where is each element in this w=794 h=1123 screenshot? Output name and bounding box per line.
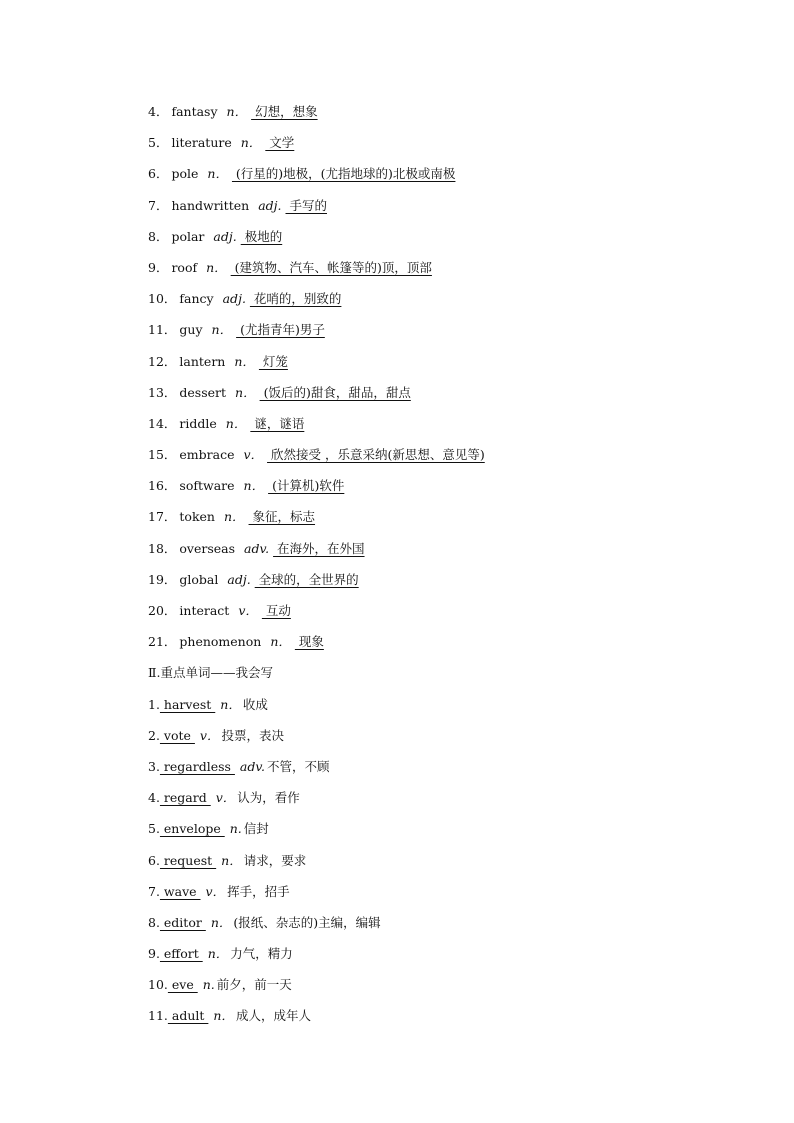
answer-text: 谜，谜语 — [250, 415, 305, 431]
vocab-word: token — [179, 509, 215, 525]
vocab-row — [148, 538, 708, 569]
write-row — [148, 850, 708, 881]
part-of-speech: adj. — [227, 571, 251, 587]
answer-text: 幻想，想象 — [251, 104, 318, 119]
vocab-row — [148, 631, 708, 662]
vocab-row — [148, 163, 708, 194]
vocab-row — [148, 101, 708, 132]
item-number: 8． — [148, 228, 169, 244]
answer-text: (建筑物、汽车、帐篷等的)顶，顶部 — [230, 259, 432, 275]
answer-text: (计算机)软件 — [268, 478, 345, 494]
item-number: 6． — [148, 166, 169, 182]
part-of-speech: n． — [240, 135, 262, 151]
item-number: 18． — [148, 540, 177, 556]
vocab-word: pole — [171, 166, 199, 182]
item-number: 5． — [148, 135, 169, 151]
vocab-word: dessert — [179, 384, 227, 400]
answer-text: (尤指青年)男子 — [236, 322, 325, 338]
vocab-word: interact — [179, 603, 230, 618]
answer-word: editor — [159, 914, 206, 930]
item-number: 16． — [148, 478, 177, 494]
item-number: 10. — [148, 977, 168, 993]
item-number: 3. — [148, 758, 160, 774]
answer-text: (饭后的)甜食，甜品，甜点 — [259, 384, 411, 400]
meaning-text: 信封 — [243, 821, 269, 837]
part-of-speech: n． — [234, 353, 255, 369]
vocab-row — [148, 351, 708, 382]
part-of-speech: adj. — [213, 228, 237, 244]
part-of-speech: v． — [215, 790, 236, 806]
item-number: 2. — [148, 727, 160, 743]
meaning-text: 挥手，招手 — [227, 883, 290, 899]
write-row — [148, 756, 708, 787]
part-of-speech: n． — [270, 634, 291, 650]
item-number: 15． — [148, 447, 177, 463]
answer-word: harvest — [159, 696, 216, 712]
meaning-text: 力气，精力 — [230, 946, 293, 962]
vocab-row — [148, 257, 708, 288]
part-of-speech: n. — [229, 821, 242, 837]
vocab-word: fantasy — [171, 104, 218, 119]
part-of-speech: n． — [207, 946, 229, 962]
part-of-speech: adv. — [239, 758, 265, 774]
item-number: 11． — [148, 322, 177, 338]
vocab-row — [148, 195, 708, 226]
item-number: 19． — [148, 571, 177, 587]
write-row — [148, 881, 708, 912]
answer-word: vote — [159, 727, 195, 743]
vocab-word: global — [179, 571, 219, 587]
part-of-speech: n． — [220, 696, 241, 712]
meaning-text: 认为，看作 — [237, 790, 300, 806]
answer-word: eve — [167, 977, 198, 993]
item-number: 13． — [148, 384, 177, 400]
vocab-row — [148, 475, 708, 506]
write-row — [148, 1005, 708, 1036]
item-number: 20． — [148, 603, 177, 618]
vocab-word: handwritten — [171, 197, 250, 213]
answer-text: 在海外，在外国 — [273, 540, 365, 556]
answer-text: 花哨的，别致的 — [249, 291, 342, 307]
part-of-speech: v． — [238, 603, 258, 618]
item-number: 17． — [148, 509, 177, 525]
part-of-speech: adj. — [258, 197, 282, 213]
part-of-speech: n． — [211, 322, 233, 338]
worksheet — [148, 101, 708, 1037]
item-number: 8. — [148, 914, 160, 930]
vocab-row — [148, 319, 708, 350]
part-of-speech: v． — [205, 883, 226, 899]
part-of-speech: n． — [210, 914, 232, 930]
answer-word: adult — [167, 1008, 209, 1024]
answer-text: 互动 — [261, 603, 291, 618]
part-of-speech: n． — [225, 415, 247, 431]
item-number: 9． — [148, 259, 169, 275]
part-of-speech: adj. — [222, 291, 246, 307]
vocab-word: lantern — [179, 353, 226, 369]
vocab-row — [148, 226, 708, 257]
meaning-text: 投票，表决 — [221, 727, 284, 743]
vocab-row — [148, 600, 708, 631]
section-title: Ⅱ.重点单词——我会写 — [148, 665, 273, 681]
item-number: 4. — [148, 790, 160, 806]
answer-word: request — [159, 852, 217, 868]
part-of-speech: v． — [243, 447, 264, 463]
part-of-speech: n． — [235, 384, 256, 400]
part-of-speech: n． — [226, 104, 248, 119]
vocab-row — [148, 382, 708, 413]
answer-text: 灯笼 — [258, 353, 288, 369]
vocab-word: guy — [179, 322, 203, 338]
answer-text: 全球的，全世界的 — [254, 571, 359, 587]
vocab-row — [148, 132, 708, 163]
item-number: 11. — [148, 1008, 168, 1024]
answer-word: effort — [159, 946, 203, 962]
part-of-speech: n． — [206, 259, 227, 275]
answer-text: 现象 — [294, 634, 324, 650]
vocab-word: polar — [171, 228, 205, 244]
part-of-speech: v． — [199, 727, 220, 743]
answer-text: (行星的)地极，(尤指地球的)北极或南极 — [231, 166, 456, 182]
answer-word: envelope — [159, 821, 225, 837]
answer-word: regardless — [159, 758, 235, 774]
item-number: 7. — [148, 883, 160, 899]
vocab-word: software — [179, 478, 235, 494]
vocab-word: riddle — [179, 415, 217, 431]
write-row — [148, 818, 708, 849]
item-number: 4． — [148, 104, 169, 119]
item-number: 21． — [148, 634, 177, 650]
answer-text: 极地的 — [240, 228, 283, 244]
write-row — [148, 943, 708, 974]
item-number: 1. — [148, 696, 160, 712]
vocab-word: overseas — [179, 540, 236, 556]
answer-word: regard — [159, 790, 211, 806]
meaning-text: 不管，不顾 — [266, 758, 330, 774]
vocab-row — [148, 569, 708, 600]
write-row — [148, 725, 708, 756]
item-number: 9. — [148, 946, 160, 962]
meaning-text: (报纸、杂志的)主编，编辑 — [233, 914, 381, 930]
answer-text: 欣然接受 ，乐意采纳(新思想、意见等) — [267, 447, 485, 463]
item-number: 5. — [148, 821, 160, 837]
meaning-text: 收成 — [242, 696, 268, 712]
vocab-word: phenomenon — [179, 634, 262, 650]
write-row — [148, 787, 708, 818]
vocab-row — [148, 444, 708, 475]
vocab-row — [148, 413, 708, 444]
part-of-speech: n． — [223, 509, 245, 525]
part-of-speech: n. — [202, 977, 215, 993]
vocab-word: embrace — [179, 447, 235, 463]
write-row — [148, 912, 708, 943]
meaning-text: 请求，要求 — [243, 852, 307, 868]
meaning-text: 前夕，前一天 — [216, 977, 292, 993]
vocab-row — [148, 288, 708, 319]
answer-text: 象征，标志 — [248, 509, 316, 525]
vocab-row — [148, 506, 708, 537]
meaning-text: 成人，成年人 — [235, 1008, 311, 1024]
vocab-word: literature — [171, 135, 232, 151]
item-number: 6. — [148, 852, 160, 868]
write-row — [148, 974, 708, 1005]
item-number: 7． — [148, 197, 169, 213]
item-number: 14． — [148, 415, 177, 431]
item-number: 12． — [148, 353, 177, 369]
write-row — [148, 694, 708, 725]
part-of-speech: n． — [207, 166, 228, 182]
item-number: 10． — [148, 291, 177, 307]
answer-text: 手写的 — [285, 197, 327, 213]
part-of-speech: n． — [243, 478, 265, 494]
answer-text: 文学 — [265, 135, 295, 151]
part-of-speech: adv. — [244, 540, 270, 556]
part-of-speech: n． — [213, 1008, 234, 1024]
answer-word: wave — [159, 883, 201, 899]
vocab-word: roof — [171, 259, 198, 275]
part-of-speech: n． — [221, 852, 242, 868]
vocab-word: fancy — [179, 291, 214, 307]
